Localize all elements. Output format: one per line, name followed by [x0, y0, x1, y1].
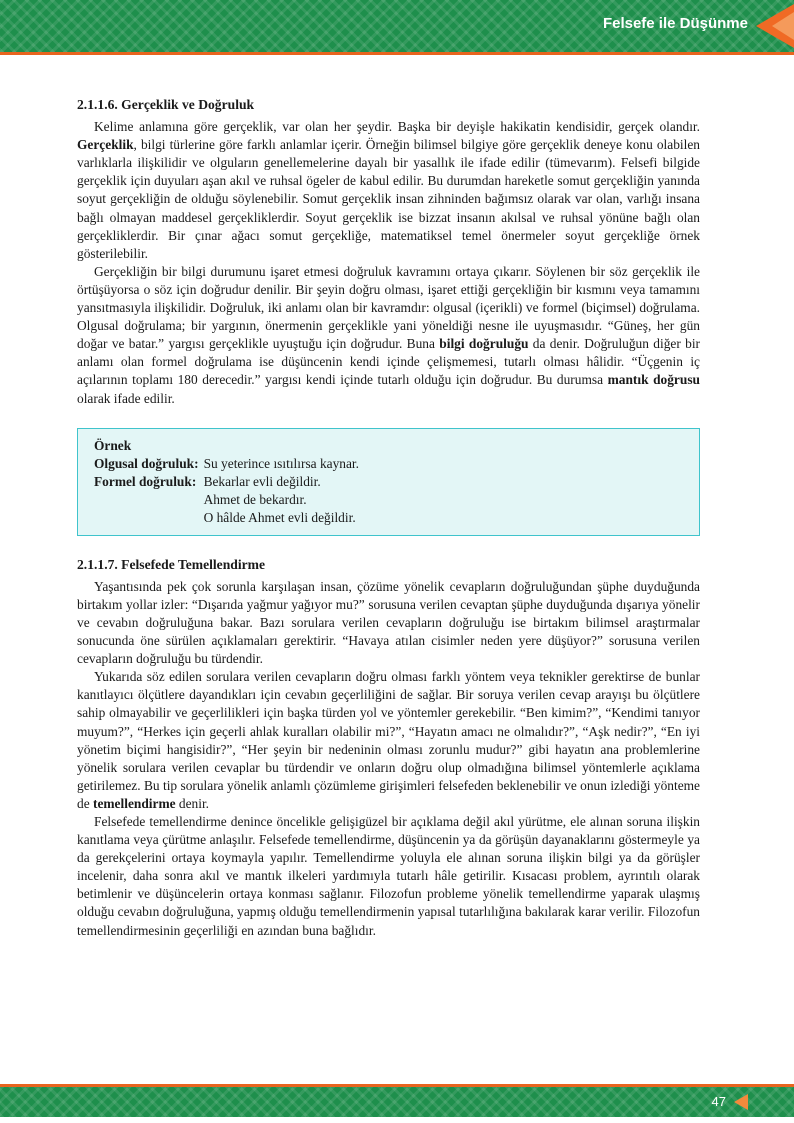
header-divider: [0, 52, 794, 55]
text-run: , bilgi türlerine göre farklı anlamlar içerir. Örneğin bilimsel bilgiye göre gerçeklik deneye konu olabilen varlıklarla ilişkilidir ve olguların genellemelerine dayalı bir yasallık ile ifade edilir (tümevarım). Felsefi bilgide gerçeklik için duyuları aşan akıl ve ruhsal ögeler de kabul edilir. Bu durumdan hareketle somut gerçekliğin yanında soyut gerçekliğin de olduğu söylenebilir. Somut gerçeklik insan zihninden bağımsız olarak var olan, varlığı insana bağlı olmayan maddesel gerçekliklerdir. Soyut gerçeklik ise bizzat insanın akılsal ve ruhsal yönüne bağlı olan gerçekliklerdir. Bir çınar ağacı somut gerçekliğe, matematiksel temel önermeler soyut gerçekliğe örnek gösterilebilir.: [77, 137, 700, 261]
section-gerceklik-ve-dogruluk: [77, 96, 700, 408]
page-number: 47: [711, 1094, 726, 1109]
section-felsefede-temellendirme: [77, 556, 700, 940]
example-label: Formel doğruluk:: [94, 473, 197, 489]
example-text: [204, 473, 359, 527]
footer-band: [0, 1087, 794, 1117]
example-line: Ahmet de bekardır.: [203, 491, 307, 507]
example-box: [77, 428, 700, 536]
text-run: da denir. Doğruluğun diğer bir anlamı olan formel doğrulama ise düşüncenin kendi içinde çelişmemesi, tutarlı olması hâlidir. “Üçgenin iç açılarının toplamı 180 derecedir.” yargısı kendi içinde tutarlı olduğu için doğrudur. Bu durumsa: [77, 336, 701, 388]
example-title: Örnek: [94, 437, 132, 453]
text-run: Kelime anlamına göre gerçeklik, var olan her şeydir. Başka bir deyişle hakikatin kendisidir, gerçek olandır.: [94, 119, 700, 135]
example-line: Bekarlar evli değildir.: [203, 473, 321, 489]
example-label: Olgusal doğruluk:: [94, 455, 199, 471]
example-table: [94, 455, 359, 527]
section-heading: 2.1.1.7. Felsefede Temellendirme: [77, 556, 266, 572]
bold-term: bilgi doğruluğu: [439, 336, 529, 352]
text-run: Gerçekliğin bir bilgi durumunu işaret etmesi doğruluk kavramını ortaya çıkarır. Söylenen bir söz gerçeklik ile örtüşüyorsa o söz için doğrudur denilir. Bir şeyin doğru olması, işaret ettiği gerçekliğin bir kısmını veya tamamını yansıtmasıyla ilişkilidir. Doğruluk, iki anlamı olan bir kavramdır: olgusal (içerikli) ve formel (biçimsel) doğrulama. Olgusal doğrulama; bir yargının, önermenin gerçeklikle yani yöneldiği nesne ile uyuşmasıdır. “Güneş, her gün doğar ve batar.” yargısı gerçeklikle uyuştuğu için doğrudur. Buna: [77, 263, 700, 352]
text-run: olarak ifade edilir.: [77, 390, 175, 406]
header-title: Felsefe ile Düşünme: [602, 15, 748, 32]
footer-arrow-icon: [734, 1094, 748, 1110]
paragraph: Felsefede temellendirme denince öncelikle gelişigüzel bir açıklama değil akıl yürütme, ele alınan soruna ilişkin kanıtlama veya çürütme anlaşılır. Felsefede temellendirme, düşüncenin ya da görüşün dayanaklarını göstermeyle ya da gerekçelerini ortaya koymayla yapılır. Temellendirme yoluyla ele alınan soruna ilişkin bilgi ya da görüşler incelenir, daha sonra akıl ve mantık ilkeleri yardımıyla tutarlı hâle getirilir. Kısacası problem, ayrıntılı olarak betimlenir ve düşüncelerin ortaya konması sağlanır. Filozofun probleme yönelik temellendirme yaparak ulaşmış olduğu cevabın doğruluğuna, yapmış olduğu temellendirmenin yapısal tutarlılığına bakılarak karar verilir. Filozofun temellendirmesinin geçerliliği en azından buna bağlıdır.: [77, 814, 700, 938]
bold-term: Gerçeklik: [77, 137, 134, 153]
bold-term: mantık doğrusu: [607, 372, 700, 388]
header-arrow-inner-icon: [772, 12, 794, 40]
paragraph: [77, 263, 700, 408]
example-line: O hâlde Ahmet evli değildir.: [203, 509, 356, 525]
page-content: [77, 96, 700, 940]
text-run: Yukarıda söz edilen sorulara verilen cevapların doğru olması farklı yöntem veya teknikler gerektirse de bunlar kanıtlayıcı ölçütlere dayandıkları için cevabın geçerliliğini de sağlar. Bir soruya verilen cevap arayışı bu ölçütlere sahip olmayabilir ve geçerlilikleri için başka türden yol ve yöntemler gerekebilir. “Ben kimim?”, “Kendimi tanıyor muyum?”, “Herkes için geçerli ahlak kuralları olabilir mi?”, “Hayatın amacı ne olmalıdır?”, “Aşk nedir?”, “En iyi yönetim biçimi hangisidir?”, “Her şeyin bir nedeninin olması zorunlu mudur?” gibi hayatın ana problemlerine yönelik sorulara verilen cevaplar bu türdendir ve onların doğru olup olmadığına bilimsel yöntemlerle açıklama getirilemez. Bu tip sorulara yönelik anlamlı çözümleme girişimleri felsefeden beklenebilir ve onun izlediği yönteme de: [77, 669, 700, 811]
paragraph: Yaşantısında pek çok sorunla karşılaşan insan, çözüme yönelik cevapların doğruluğundan şüphe duyduğunda birtakım yollar izler: “Dışarıda yağmur yağıyor mu?” sorusuna verilen cevaptan şüphe duyduğunda dışarıya yönelir ve cevabın doğruluğuna bakar. Bazı sorulara verilen cevapların doğruluğu ise birtakım bilimsel araştırmalar sonucunda öne sürülen açıklamaları gerektirir. “Havaya atılan cisimler neden yere düşüyor?” sorusuna verilen cevapların doğruluğu bu türdendir.: [77, 578, 700, 667]
section-heading: 2.1.1.6. Gerçeklik ve Doğruluk: [77, 97, 255, 112]
paragraph: [77, 118, 700, 263]
paragraph: [77, 668, 700, 813]
example-text: Su yeterince ısıtılırsa kaynar.: [203, 455, 359, 471]
bold-term: temellendirme: [93, 795, 176, 811]
text-run: denir.: [175, 795, 210, 811]
